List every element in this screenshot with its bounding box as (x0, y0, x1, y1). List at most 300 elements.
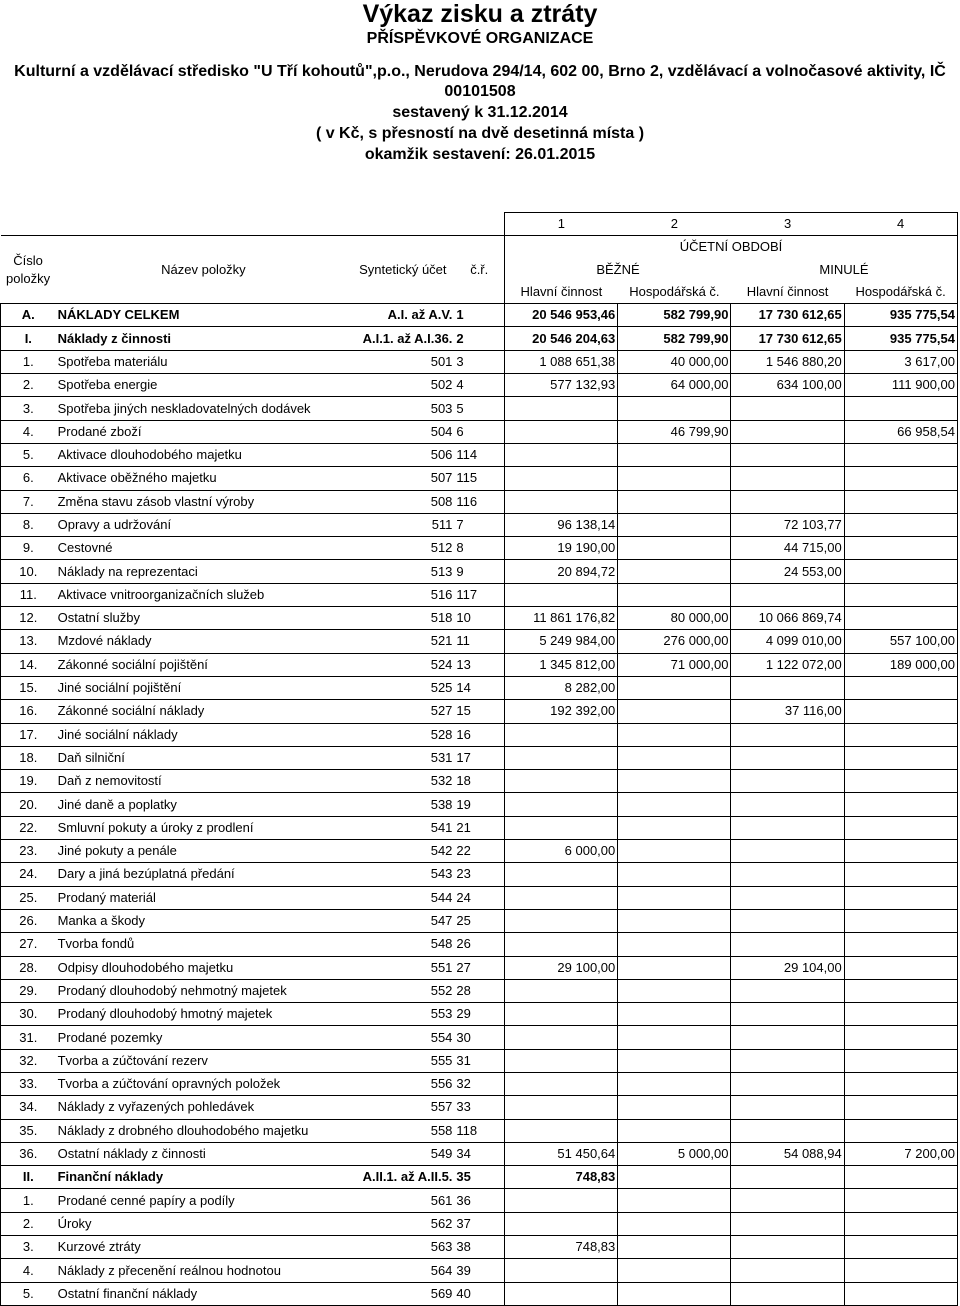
value-bezne-hlavni (505, 1072, 618, 1095)
row-name: NÁKLADY CELKEM (56, 304, 352, 327)
table-row (1, 607, 958, 630)
value-minule-hlavni (731, 583, 844, 606)
table-row (1, 583, 958, 606)
row-number: 2. (1, 1212, 56, 1235)
value-minule-hlavni (731, 1236, 844, 1259)
table-row (1, 676, 958, 699)
value-bezne-hospodarska (618, 979, 731, 1002)
value-bezne-hlavni: 6 000,00 (505, 840, 618, 863)
row-line-number: 19 (454, 793, 504, 816)
row-name: Prodané cenné papíry a podíly (56, 1189, 352, 1212)
value-minule-hospodarska (844, 1212, 957, 1235)
table-row (1, 746, 958, 769)
row-name: Prodané zboží (56, 420, 352, 443)
value-bezne-hospodarska (618, 1189, 731, 1212)
row-number: 35. (1, 1119, 56, 1142)
row-account: 508 (351, 490, 454, 513)
value-bezne-hospodarska (618, 1096, 731, 1119)
row-line-number: 17 (454, 746, 504, 769)
value-bezne-hospodarska: 582 799,90 (618, 304, 731, 327)
row-account: 527 (351, 700, 454, 723)
row-number: 34. (1, 1096, 56, 1119)
value-minule-hlavni (731, 420, 844, 443)
value-bezne-hospodarska (618, 933, 731, 956)
value-minule-hospodarska (844, 1236, 957, 1259)
value-bezne-hospodarska (618, 560, 731, 583)
table-row (1, 1003, 958, 1026)
value-bezne-hlavni (505, 1212, 618, 1235)
value-minule-hospodarska (844, 1072, 957, 1095)
row-line-number: 6 (454, 420, 504, 443)
row-name: Jiné pokuty a penále (56, 840, 352, 863)
value-minule-hlavni (731, 840, 844, 863)
row-account: 511 (351, 513, 454, 536)
value-minule-hlavni (731, 723, 844, 746)
row-number: 22. (1, 816, 56, 839)
row-line-number: 38 (454, 1236, 504, 1259)
row-number: 27. (1, 933, 56, 956)
row-line-number: 3 (454, 350, 504, 373)
value-bezne-hospodarska: 5 000,00 (618, 1142, 731, 1165)
value-bezne-hospodarska: 276 000,00 (618, 630, 731, 653)
row-number: 20. (1, 793, 56, 816)
value-bezne-hlavni (505, 863, 618, 886)
row-number: 32. (1, 1049, 56, 1072)
value-bezne-hospodarska (618, 490, 731, 513)
row-account: 507 (351, 467, 454, 490)
table-row (1, 653, 958, 676)
value-bezne-hlavni (505, 1119, 618, 1142)
row-number: 19. (1, 770, 56, 793)
row-name: Náklady na reprezentaci (56, 560, 352, 583)
table-row (1, 1166, 958, 1189)
value-bezne-hospodarska (618, 816, 731, 839)
row-number: A. (1, 304, 56, 327)
row-account: 524 (351, 653, 454, 676)
row-account: 558 (351, 1119, 454, 1142)
value-bezne-hlavni: 20 894,72 (505, 560, 618, 583)
value-minule-hospodarska (844, 793, 957, 816)
row-number: 4. (1, 420, 56, 443)
value-bezne-hospodarska: 40 000,00 (618, 350, 731, 373)
value-bezne-hlavni: 1 345 812,00 (505, 653, 618, 676)
value-bezne-hospodarska (618, 467, 731, 490)
row-name: Náklady z vyřazených pohledávek (56, 1096, 352, 1119)
table-row (1, 1282, 958, 1305)
value-bezne-hlavni: 748,83 (505, 1236, 618, 1259)
value-bezne-hospodarska (618, 1282, 731, 1305)
row-number: 26. (1, 909, 56, 932)
column-number-2: 2 (618, 213, 731, 236)
value-minule-hlavni (731, 1072, 844, 1095)
value-minule-hlavni: 72 103,77 (731, 513, 844, 536)
row-name: Prodané pozemky (56, 1026, 352, 1049)
row-account: 541 (351, 816, 454, 839)
value-minule-hlavni (731, 443, 844, 466)
value-bezne-hlavni (505, 979, 618, 1002)
row-line-number: 118 (454, 1119, 504, 1142)
row-account: A.I.1. až A.I.36. (351, 327, 454, 350)
table-row (1, 1096, 958, 1119)
value-minule-hospodarska (844, 770, 957, 793)
value-bezne-hlavni: 20 546 953,46 (505, 304, 618, 327)
row-account: 547 (351, 909, 454, 932)
value-bezne-hospodarska (618, 583, 731, 606)
value-minule-hlavni: 4 099 010,00 (731, 630, 844, 653)
table-row (1, 886, 958, 909)
row-line-number: 27 (454, 956, 504, 979)
value-minule-hlavni (731, 816, 844, 839)
value-bezne-hospodarska (618, 723, 731, 746)
value-bezne-hlavni (505, 770, 618, 793)
value-bezne-hospodarska (618, 1236, 731, 1259)
row-number: 5. (1, 1282, 56, 1305)
row-account: 554 (351, 1026, 454, 1049)
row-line-number: 18 (454, 770, 504, 793)
value-bezne-hlavni (505, 1259, 618, 1282)
row-account: A.II.1. až A.II.5. (351, 1166, 454, 1189)
value-minule-hlavni: 54 088,94 (731, 1142, 844, 1165)
value-minule-hospodarska: 7 200,00 (844, 1142, 957, 1165)
value-bezne-hlavni (505, 1026, 618, 1049)
table-row (1, 723, 958, 746)
table-row (1, 374, 958, 397)
value-minule-hospodarska (844, 1119, 957, 1142)
value-bezne-hlavni: 748,83 (505, 1166, 618, 1189)
value-bezne-hlavni (505, 886, 618, 909)
table-row (1, 1026, 958, 1049)
row-name: Zákonné sociální pojištění (56, 653, 352, 676)
row-name: Spotřeba materiálu (56, 350, 352, 373)
row-line-number: 114 (454, 443, 504, 466)
row-name: Prodaný dlouhodobý hmotný majetek (56, 1003, 352, 1026)
value-bezne-hospodarska (618, 537, 731, 560)
value-minule-hospodarska (844, 909, 957, 932)
row-name: Mzdové náklady (56, 630, 352, 653)
table-row (1, 909, 958, 932)
table-row (1, 700, 958, 723)
row-name: Jiné sociální náklady (56, 723, 352, 746)
row-number: 8. (1, 513, 56, 536)
row-account: 518 (351, 607, 454, 630)
table-row (1, 397, 958, 420)
row-number: 9. (1, 537, 56, 560)
row-name: Zákonné sociální náklady (56, 700, 352, 723)
row-name: Tvorba fondů (56, 933, 352, 956)
value-bezne-hospodarska (618, 676, 731, 699)
value-minule-hlavni (731, 1003, 844, 1026)
row-account: 501 (351, 350, 454, 373)
value-bezne-hospodarska (618, 1072, 731, 1095)
table-row (1, 793, 958, 816)
column-number-3: 3 (731, 213, 844, 236)
value-bezne-hlavni (505, 1003, 618, 1026)
row-account: 563 (351, 1236, 454, 1259)
row-name: Úroky (56, 1212, 352, 1235)
value-bezne-hospodarska (618, 793, 731, 816)
table-row (1, 863, 958, 886)
value-bezne-hospodarska (618, 1003, 731, 1026)
header-hospodarska-bezne: Hospodářská č. (618, 281, 731, 304)
row-line-number: 117 (454, 583, 504, 606)
table-row (1, 1119, 958, 1142)
row-number: 3. (1, 397, 56, 420)
row-account: 538 (351, 793, 454, 816)
value-minule-hlavni (731, 676, 844, 699)
report-title: Výkaz zisku a ztráty (362, 0, 598, 28)
row-account: 516 (351, 583, 454, 606)
row-line-number: 13 (454, 653, 504, 676)
row-line-number: 2 (454, 327, 504, 350)
value-bezne-hospodarska (618, 909, 731, 932)
row-name: Náklady z přecenění reálnou hodnotou (56, 1259, 352, 1282)
row-name: Spotřeba energie (56, 374, 352, 397)
value-minule-hlavni: 1 546 880,20 (731, 350, 844, 373)
row-account: 564 (351, 1259, 454, 1282)
value-bezne-hospodarska (618, 956, 731, 979)
row-number: 30. (1, 1003, 56, 1026)
row-number: 14. (1, 653, 56, 676)
row-account: 552 (351, 979, 454, 1002)
table-row (1, 1049, 958, 1072)
value-minule-hospodarska (844, 513, 957, 536)
value-minule-hospodarska (844, 723, 957, 746)
row-name: Náklady z drobného dlouhodobého majetku (56, 1119, 352, 1142)
row-number: 10. (1, 560, 56, 583)
table-row (1, 327, 958, 350)
row-line-number: 116 (454, 490, 504, 513)
table-row (1, 816, 958, 839)
value-minule-hospodarska (844, 443, 957, 466)
row-name: Aktivace dlouhodobého majetku (56, 443, 352, 466)
row-account: 513 (351, 560, 454, 583)
value-bezne-hlavni (505, 816, 618, 839)
row-line-number: 115 (454, 467, 504, 490)
report-table (0, 212, 958, 1306)
value-bezne-hlavni: 1 088 651,38 (505, 350, 618, 373)
row-line-number: 29 (454, 1003, 504, 1026)
value-bezne-hlavni: 51 450,64 (505, 1142, 618, 1165)
row-line-number: 7 (454, 513, 504, 536)
table-row (1, 420, 958, 443)
value-minule-hlavni (731, 1259, 844, 1282)
row-name: Odpisy dlouhodobého majetku (56, 956, 352, 979)
report-units: ( v Kč, s přesností na dvě desetinná místa ) (315, 125, 645, 142)
value-bezne-hlavni (505, 909, 618, 932)
value-minule-hlavni: 10 066 869,74 (731, 607, 844, 630)
row-number: 23. (1, 840, 56, 863)
row-line-number: 22 (454, 840, 504, 863)
row-name: Změna stavu zásob vlastní výroby (56, 490, 352, 513)
value-minule-hospodarska (844, 700, 957, 723)
table-row (1, 1142, 958, 1165)
report-moment: okamžik sestavení: 26.01.2015 (364, 146, 596, 163)
value-bezne-hospodarska: 71 000,00 (618, 653, 731, 676)
row-line-number: 1 (454, 304, 504, 327)
value-minule-hospodarska (844, 537, 957, 560)
row-number: 29. (1, 979, 56, 1002)
value-minule-hospodarska (844, 863, 957, 886)
value-minule-hlavni: 29 104,00 (731, 956, 844, 979)
report-header (0, 0, 960, 165)
value-bezne-hlavni: 19 190,00 (505, 537, 618, 560)
table-row (1, 513, 958, 536)
value-minule-hospodarska (844, 676, 957, 699)
row-account: 512 (351, 537, 454, 560)
value-bezne-hospodarska (618, 1026, 731, 1049)
row-line-number: 8 (454, 537, 504, 560)
row-line-number: 15 (454, 700, 504, 723)
value-minule-hlavni (731, 746, 844, 769)
value-bezne-hospodarska: 80 000,00 (618, 607, 731, 630)
value-bezne-hospodarska: 46 799,90 (618, 420, 731, 443)
row-line-number: 10 (454, 607, 504, 630)
row-line-number: 36 (454, 1189, 504, 1212)
value-minule-hlavni: 17 730 612,65 (731, 327, 844, 350)
row-number: 36. (1, 1142, 56, 1165)
header-cislo-radku: č.ř. (454, 236, 504, 304)
row-number: 25. (1, 886, 56, 909)
row-name: Tvorba a zúčtování rezerv (56, 1049, 352, 1072)
value-minule-hospodarska (844, 397, 957, 420)
value-bezne-hlavni: 5 249 984,00 (505, 630, 618, 653)
table-body (1, 304, 958, 1306)
row-account: 502 (351, 374, 454, 397)
value-minule-hlavni (731, 909, 844, 932)
row-line-number: 35 (454, 1166, 504, 1189)
value-bezne-hlavni (505, 1049, 618, 1072)
organization-line: Kulturní a vzdělávací středisko "U Tří kohoutů",p.o., Nerudova 294/14, 602 00, Brno 2, vzdělávací a volnočasové aktivity, IČ 00101508 (14, 63, 946, 100)
value-minule-hospodarska (844, 583, 957, 606)
header-bezne: BĚŽNÉ (505, 259, 731, 281)
row-account: 531 (351, 746, 454, 769)
value-bezne-hospodarska (618, 863, 731, 886)
value-bezne-hlavni: 8 282,00 (505, 676, 618, 699)
row-account: 528 (351, 723, 454, 746)
value-minule-hospodarska (844, 607, 957, 630)
value-minule-hlavni (731, 1212, 844, 1235)
value-minule-hlavni (731, 979, 844, 1002)
row-name: Finanční náklady (56, 1166, 352, 1189)
row-account: A.I. až A.V. (351, 304, 454, 327)
value-bezne-hospodarska (618, 443, 731, 466)
row-line-number: 26 (454, 933, 504, 956)
value-minule-hospodarska (844, 1026, 957, 1049)
row-number: 6. (1, 467, 56, 490)
row-account: 549 (351, 1142, 454, 1165)
header-minule: MINULÉ (731, 259, 958, 281)
value-minule-hlavni (731, 1096, 844, 1119)
table-row (1, 1189, 958, 1212)
table-row (1, 770, 958, 793)
table-row (1, 840, 958, 863)
table-row (1, 630, 958, 653)
report-date: sestavený k 31.12.2014 (392, 104, 568, 121)
row-line-number: 4 (454, 374, 504, 397)
value-minule-hospodarska: 935 775,54 (844, 327, 957, 350)
value-bezne-hlavni (505, 467, 618, 490)
row-line-number: 14 (454, 676, 504, 699)
value-bezne-hospodarska (618, 840, 731, 863)
row-account: 525 (351, 676, 454, 699)
value-bezne-hlavni: 20 546 204,63 (505, 327, 618, 350)
value-bezne-hlavni (505, 420, 618, 443)
value-minule-hlavni (731, 467, 844, 490)
value-bezne-hlavni (505, 490, 618, 513)
row-line-number: 9 (454, 560, 504, 583)
row-account: 506 (351, 443, 454, 466)
value-minule-hospodarska (844, 816, 957, 839)
row-line-number: 31 (454, 1049, 504, 1072)
row-number: 31. (1, 1026, 56, 1049)
row-number: 4. (1, 1259, 56, 1282)
row-account: 556 (351, 1072, 454, 1095)
row-account: 521 (351, 630, 454, 653)
table-row (1, 956, 958, 979)
value-minule-hospodarska: 3 617,00 (844, 350, 957, 373)
row-number: I. (1, 327, 56, 350)
value-minule-hlavni (731, 397, 844, 420)
row-number: 3. (1, 1236, 56, 1259)
value-bezne-hlavni (505, 397, 618, 420)
row-line-number: 23 (454, 863, 504, 886)
value-minule-hlavni (731, 1166, 844, 1189)
row-number: 11. (1, 583, 56, 606)
row-line-number: 5 (454, 397, 504, 420)
row-number: 5. (1, 443, 56, 466)
row-name: Daň z nemovitostí (56, 770, 352, 793)
value-bezne-hospodarska (618, 746, 731, 769)
table-row (1, 1212, 958, 1235)
value-minule-hospodarska (844, 1003, 957, 1026)
value-minule-hospodarska (844, 560, 957, 583)
table-header (1, 213, 958, 304)
table-row (1, 537, 958, 560)
header-hlavni-cinnost-bezne: Hlavní činnost (505, 281, 618, 304)
row-name: Spotřeba jiných neskladovatelných dodávek (56, 397, 352, 420)
value-minule-hlavni: 24 553,00 (731, 560, 844, 583)
value-minule-hlavni (731, 1282, 844, 1305)
row-name: Jiné sociální pojištění (56, 676, 352, 699)
value-bezne-hlavni (505, 746, 618, 769)
value-bezne-hospodarska: 64 000,00 (618, 374, 731, 397)
value-minule-hospodarska: 189 000,00 (844, 653, 957, 676)
value-bezne-hospodarska (618, 1166, 731, 1189)
header-cislo-polozky: Číslo položky (1, 236, 56, 304)
value-minule-hlavni (731, 1026, 844, 1049)
row-account: 532 (351, 770, 454, 793)
value-minule-hospodarska: 557 100,00 (844, 630, 957, 653)
row-line-number: 25 (454, 909, 504, 932)
value-minule-hlavni: 37 116,00 (731, 700, 844, 723)
value-minule-hospodarska (844, 1189, 957, 1212)
row-number: 17. (1, 723, 56, 746)
value-minule-hlavni (731, 863, 844, 886)
column-number-4: 4 (844, 213, 957, 236)
row-account: 562 (351, 1212, 454, 1235)
table-row (1, 304, 958, 327)
value-minule-hospodarska (844, 979, 957, 1002)
row-name: Ostatní služby (56, 607, 352, 630)
row-name: Ostatní finanční náklady (56, 1282, 352, 1305)
value-minule-hlavni (731, 933, 844, 956)
row-account: 543 (351, 863, 454, 886)
value-minule-hospodarska (844, 1166, 957, 1189)
report-subtitle: PŘÍSPĚVKOVÉ ORGANIZACE (366, 30, 594, 47)
row-number: 2. (1, 374, 56, 397)
header-ucetni-obdobi: ÚČETNÍ OBDOBÍ (505, 236, 958, 259)
value-bezne-hospodarska (618, 1212, 731, 1235)
